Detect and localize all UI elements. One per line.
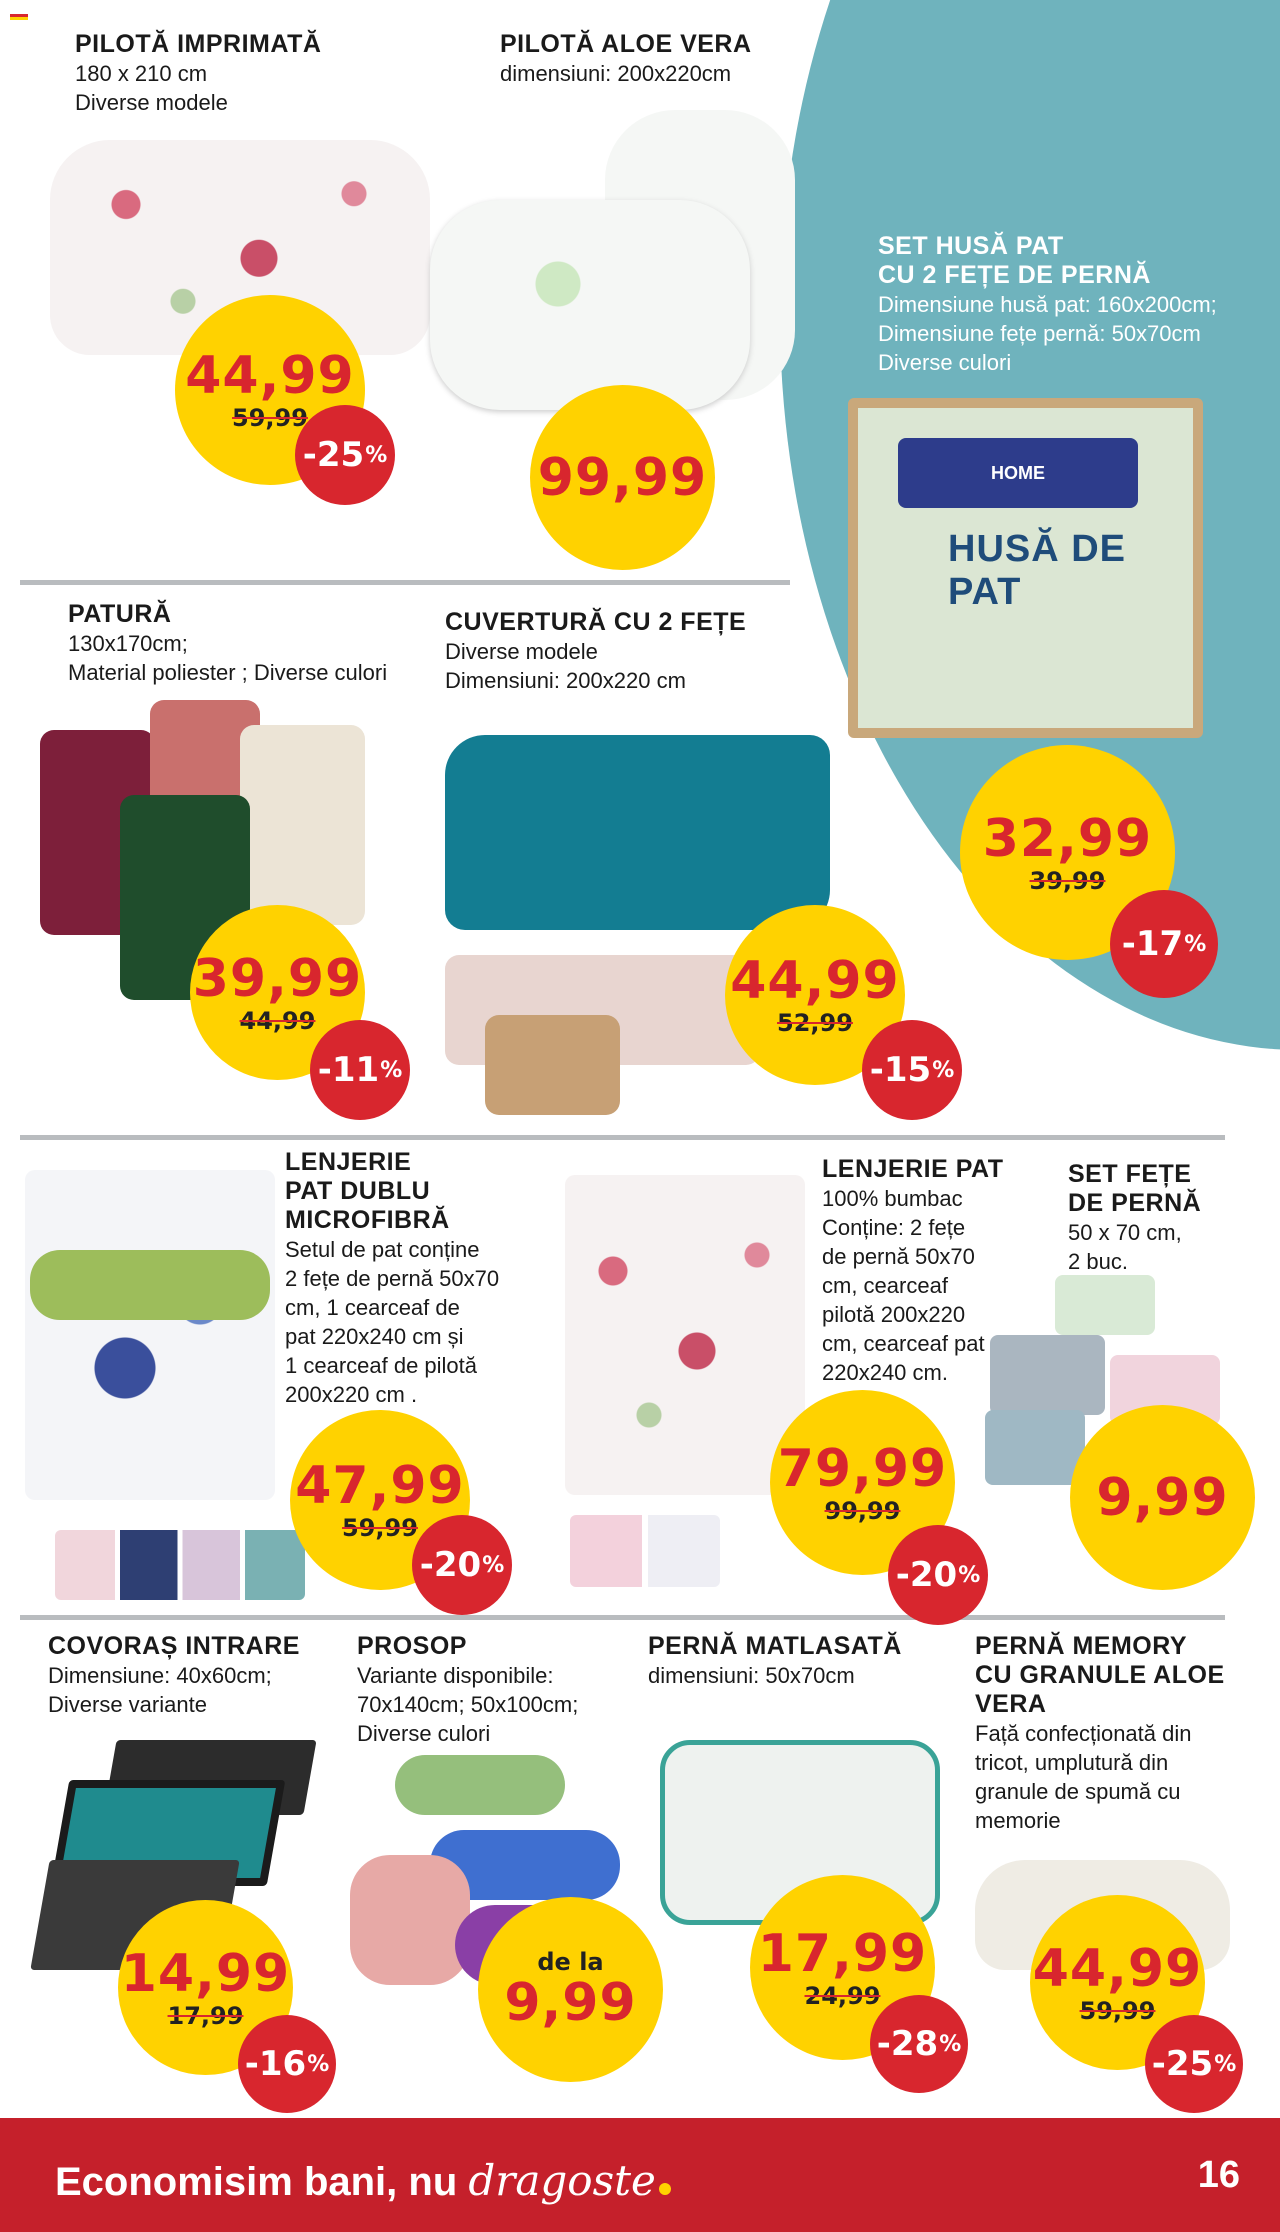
product-desc-line: 200x220 cm .	[285, 1382, 418, 1407]
percent-sign: %	[932, 1057, 955, 1083]
product-desc-line: cm, cearceaf	[822, 1273, 948, 1298]
coverlet-image-beige	[485, 1015, 620, 1115]
product-desc-line: Diverse variante	[48, 1692, 207, 1717]
price-badge	[478, 1897, 663, 2082]
pillowcase-image-blue	[985, 1410, 1085, 1485]
discount-badge	[238, 2015, 336, 2113]
product-desc-line: pilotă 200x220	[822, 1302, 966, 1327]
product-bed-cover-set[interactable]	[878, 232, 1217, 377]
product-desc-line: Diverse modele	[445, 639, 598, 664]
product-blanket[interactable]	[68, 600, 387, 687]
percent-sign: %	[482, 1552, 505, 1578]
product-desc-line: de pernă 50x70	[822, 1244, 975, 1269]
product-desc-line: Variante disponibile:	[357, 1663, 554, 1688]
price: 47,99	[295, 1456, 465, 1516]
product-title: SET HUSĂ PAT	[878, 232, 1064, 260]
product-desc-line: 220x240 cm.	[822, 1360, 948, 1385]
discount-value: -16	[244, 2044, 307, 2084]
product-title: PERNĂ MATLASATĂ	[648, 1632, 902, 1660]
percent-sign: %	[307, 2051, 330, 2077]
product-desc-line: dimensiuni: 50x70cm	[648, 1663, 855, 1688]
bed-cover-package-image	[848, 398, 1203, 738]
footer-bar	[0, 2118, 1280, 2232]
towel-image-pink	[350, 1855, 470, 1985]
footer-slogan	[55, 2156, 671, 2205]
product-desc-line: memorie	[975, 1808, 1061, 1833]
product-desc-line: tricot, umplutură din	[975, 1750, 1169, 1775]
percent-sign: %	[365, 442, 388, 468]
towel-image-green	[395, 1755, 565, 1815]
pillowcase-image-green	[1055, 1275, 1155, 1335]
product-desc-line: Diverse culori	[357, 1721, 491, 1746]
discount-badge	[1110, 890, 1218, 998]
price-badge	[530, 385, 715, 570]
cotton-bed-linen-image	[565, 1175, 805, 1495]
price: 99,99	[537, 447, 708, 508]
product-title: DE PERNĂ	[1068, 1189, 1202, 1217]
product-desc-line: dimensiuni: 200x220cm	[500, 61, 732, 86]
section-divider	[20, 1135, 1225, 1140]
price: 17,99	[757, 1923, 928, 1984]
old-price: 44,99	[239, 1006, 316, 1035]
package-brand: HOME	[898, 438, 1138, 508]
discount-value: -20	[895, 1555, 958, 1595]
product-title: LENJERIE PAT	[822, 1155, 1004, 1183]
percent-sign: %	[380, 1057, 403, 1083]
price: 44,99	[730, 951, 900, 1011]
discount-value: -17	[1121, 924, 1184, 964]
product-title: COVORAȘ INTRARE	[48, 1632, 300, 1660]
bed-linen-variant-thumbnails	[55, 1530, 305, 1600]
discount-badge	[870, 1995, 968, 2093]
product-desc-line: 1 cearceaf de pilotă	[285, 1353, 478, 1378]
product-title: CU GRANULE ALOE	[975, 1661, 1225, 1689]
coverlet-image-teal	[445, 735, 830, 930]
product-desc-line: Dimensiune husă pat: 160x200cm;	[878, 292, 1217, 317]
old-price: 52,99	[777, 1009, 853, 1037]
bed-linen-pillow-green	[30, 1250, 270, 1320]
product-title: CU 2 FEȚE DE PERNĂ	[878, 261, 1151, 289]
product-desc-line: granule de spumă cu	[975, 1779, 1181, 1804]
product-title: MICROFIBRĂ	[285, 1206, 450, 1234]
product-desc-line: 70x140cm; 50x100cm;	[357, 1692, 579, 1717]
product-desc-line: pat 220x240 cm și	[285, 1324, 464, 1349]
product-title: PILOTĂ IMPRIMATĂ	[75, 30, 322, 58]
product-title: LENJERIE	[285, 1148, 412, 1176]
product-desc-line: 2 buc.	[1068, 1249, 1128, 1274]
product-title: PAT DUBLU	[285, 1177, 431, 1205]
price: 9,99	[1096, 1467, 1229, 1528]
product-desc-line: 2 fețe de pernă 50x70	[285, 1266, 500, 1291]
product-desc-line: cm, 1 cearceaf de	[285, 1295, 460, 1320]
percent-sign: %	[1184, 931, 1207, 957]
product-desc-line: Dimensiuni: 200x220 cm	[445, 668, 686, 693]
product-title: PILOTĂ ALOE VERA	[500, 30, 752, 58]
price: 44,99	[185, 346, 355, 406]
old-price: 59,99	[232, 404, 308, 432]
product-desc-line: cm, cearceaf pat	[822, 1331, 985, 1356]
cotton-linen-variant-thumbnails	[570, 1515, 720, 1587]
old-price: 17,99	[167, 2001, 244, 2030]
product-memory-pillow[interactable]	[975, 1632, 1225, 1835]
slogan-dot-icon	[659, 2183, 671, 2195]
discount-value: -25	[1151, 2044, 1214, 2084]
product-title: VERA	[975, 1690, 1047, 1718]
product-double-bed-linen[interactable]	[285, 1148, 499, 1409]
discount-value: -25	[302, 435, 365, 475]
price: 14,99	[120, 1943, 291, 2004]
product-printed-duvet[interactable]	[75, 30, 321, 117]
price: 32,99	[982, 808, 1153, 869]
old-price: 99,99	[824, 1496, 901, 1525]
product-desc-line: Diverse modele	[75, 90, 228, 115]
price: 9,99	[504, 1972, 637, 2033]
product-reversible-coverlet[interactable]	[445, 608, 746, 695]
discount-value: -15	[869, 1050, 932, 1090]
percent-sign: %	[939, 2031, 962, 2057]
discount-badge	[310, 1020, 410, 1120]
product-title: SET FEȚE	[1068, 1160, 1192, 1188]
price: 79,99	[777, 1438, 948, 1499]
blanket-image-cream	[240, 725, 365, 925]
discount-badge	[295, 405, 395, 505]
discount-value: -28	[876, 2024, 939, 2064]
old-price: 24,99	[804, 1981, 881, 2010]
product-door-mat[interactable]	[48, 1632, 300, 1719]
product-pillowcase-set[interactable]	[1068, 1160, 1201, 1276]
discount-badge	[1145, 2015, 1243, 2113]
product-desc-line: Față confecționată din	[975, 1721, 1192, 1746]
product-aloe-duvet[interactable]	[500, 30, 752, 88]
discount-value: -11	[317, 1050, 380, 1090]
product-desc-line: Dimensiune fețe pernă: 50x70cm	[878, 321, 1201, 346]
discount-badge	[888, 1525, 988, 1625]
price-prefix: de la	[537, 1947, 604, 1976]
product-cotton-bed-linen[interactable]	[822, 1155, 1004, 1387]
discount-badge	[412, 1515, 512, 1615]
product-title: CUVERTURĂ CU 2 FEȚE	[445, 608, 747, 636]
product-quilted-pillow[interactable]	[648, 1632, 902, 1690]
product-desc-line: Conține: 2 fețe	[822, 1215, 966, 1240]
aloe-duvet-image-front	[430, 200, 750, 410]
product-desc-line: 180 x 210 cm	[75, 61, 208, 86]
product-desc-line: Diverse culori	[878, 350, 1012, 375]
product-desc-line: 50 x 70 cm,	[1068, 1220, 1182, 1245]
discount-value: -20	[419, 1545, 482, 1585]
product-desc-line: Material poliester ; Diverse culori	[68, 660, 388, 685]
pillowcase-image-grey	[990, 1335, 1105, 1415]
section-divider	[20, 580, 790, 585]
product-title: PROSOP	[357, 1632, 467, 1660]
old-price: 59,99	[342, 1514, 418, 1542]
product-title: PERNĂ MEMORY	[975, 1632, 1188, 1660]
slogan-script-word: dragoste	[468, 2156, 656, 2205]
product-desc-line: Setul de pat conține	[285, 1237, 480, 1262]
section-divider	[20, 1615, 1225, 1620]
percent-sign: %	[958, 1562, 981, 1588]
price: 44,99	[1032, 1938, 1203, 1999]
product-title: PATURĂ	[68, 600, 172, 628]
slogan-text: Economisim bani, nu	[55, 2160, 469, 2204]
price-badge	[1070, 1405, 1255, 1590]
price: 39,99	[192, 948, 363, 1009]
product-towel[interactable]	[357, 1632, 578, 1748]
old-price: 59,99	[1079, 1996, 1156, 2025]
product-desc-line: Dimensiune: 40x60cm;	[48, 1663, 272, 1688]
product-desc-line: 100% bumbac	[822, 1186, 963, 1211]
bed-linen-image	[25, 1170, 275, 1500]
percent-sign: %	[1214, 2051, 1237, 2077]
page-number: 16	[1197, 2154, 1240, 2196]
package-title: HUSĂ DE PAT	[948, 528, 1127, 613]
corner-flag-icon	[10, 14, 28, 20]
product-desc-line: 130x170cm;	[68, 631, 188, 656]
discount-badge	[862, 1020, 962, 1120]
old-price: 39,99	[1029, 866, 1106, 895]
